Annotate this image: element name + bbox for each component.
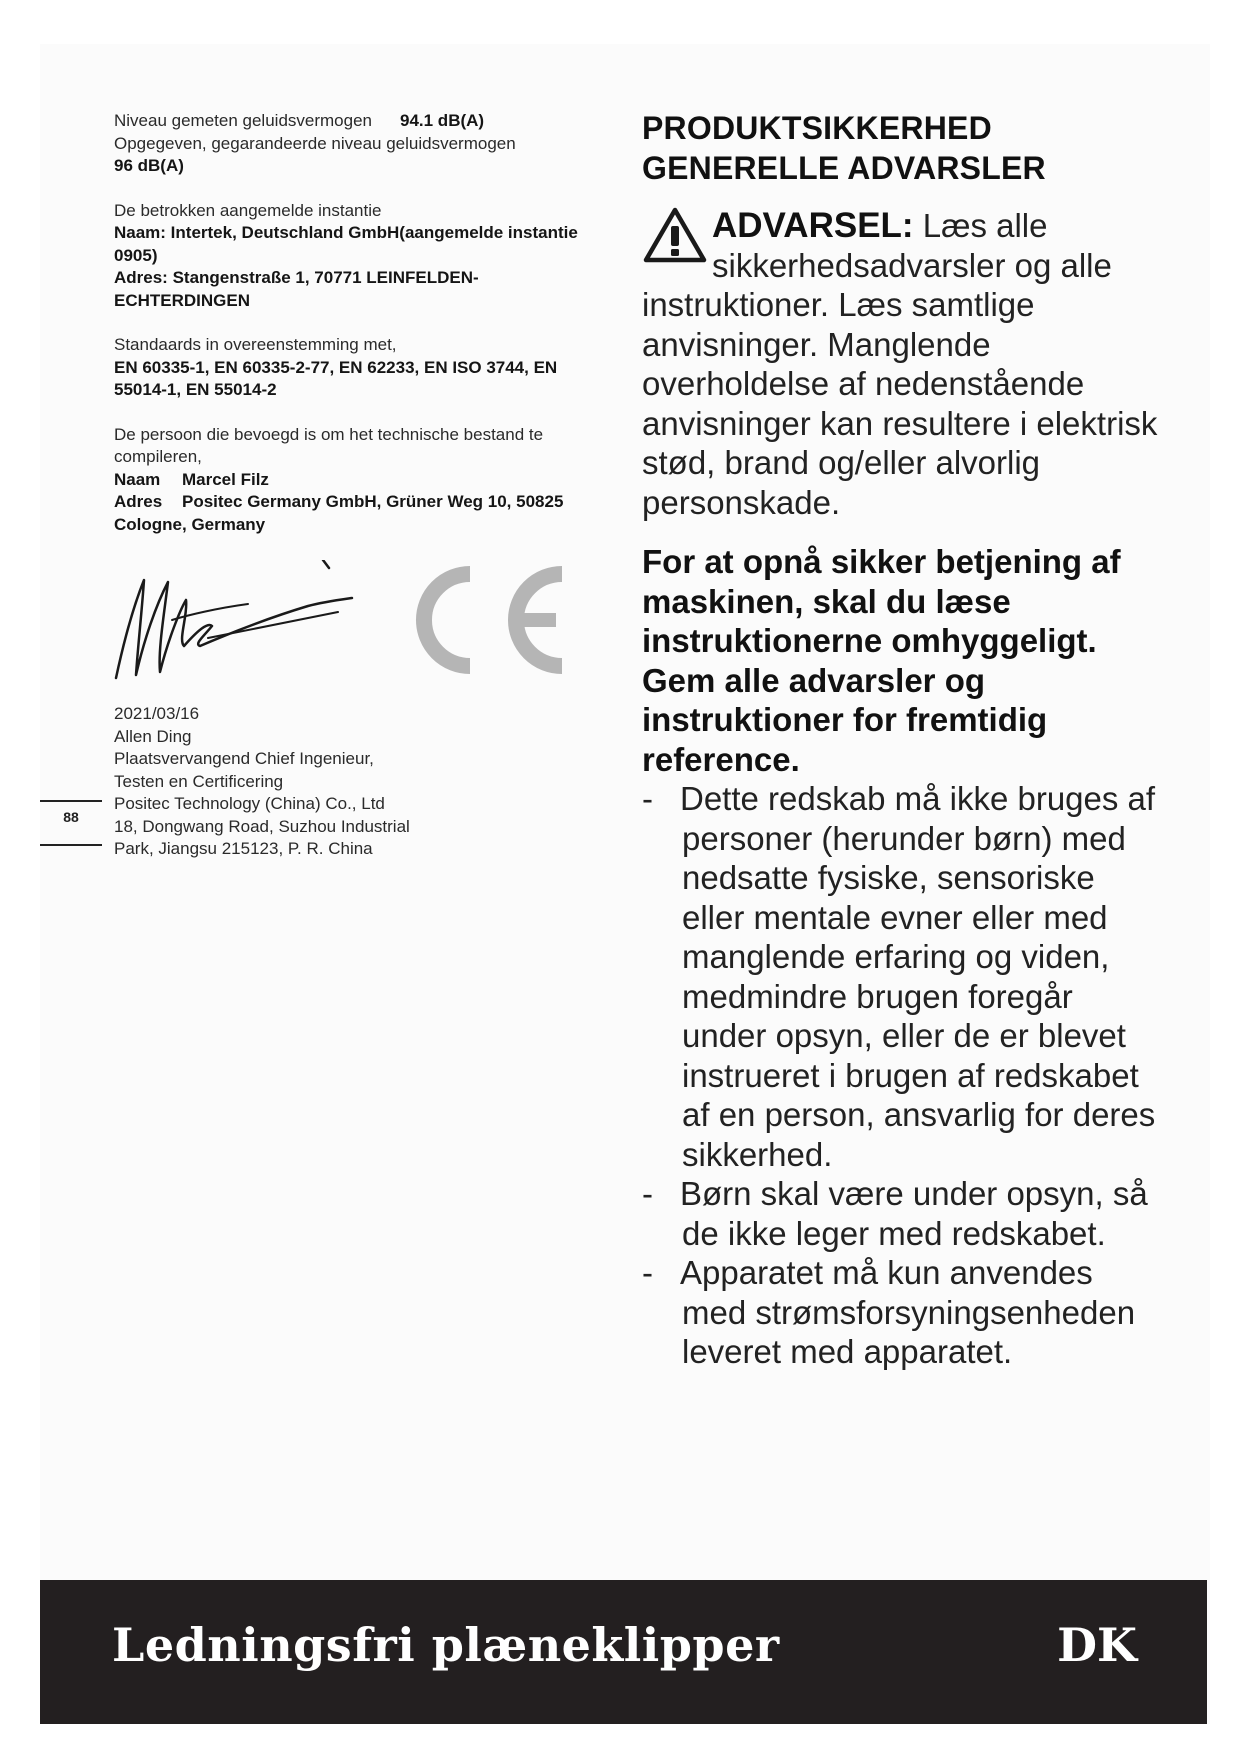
noise-block: [114, 110, 614, 178]
bullet-text: Apparatet må kun anvendes med strømsforsyningsenheden leveret med apparatet.: [680, 1254, 1136, 1370]
page-number: 88: [63, 809, 79, 825]
page-number-rule-top: [40, 800, 102, 802]
safety-column: [642, 108, 1162, 1372]
footer-title: Ledningsfri plæneklipper: [112, 1618, 780, 1672]
section-title: [642, 108, 1162, 188]
authorized-person-name-row: [114, 469, 614, 492]
safety-bullets: [642, 779, 1162, 1372]
list-item: [642, 779, 1162, 1174]
standards-list: EN 60335-1, EN 60335-2-77, EN 62233, EN ISO 3744, EN 55014-1, EN 55014-2: [114, 357, 558, 399]
notified-body-block: [114, 200, 614, 313]
signature-image: [108, 560, 368, 690]
authorized-person-address-row: [114, 491, 614, 536]
bullet-dash: -: [642, 1254, 653, 1291]
declaration-column: [114, 110, 614, 558]
noise-measured-value: 94.1 dB(A): [400, 111, 485, 130]
list-item: [642, 1174, 1162, 1253]
company-address-2: Park, Jiangsu 215123, P. R. China: [114, 839, 373, 858]
person-name-key: Naam: [114, 469, 161, 489]
notified-body-address: Adres: Stangenstraße 1, 70771 LEINFELDEN-ECHTERDINGEN: [114, 268, 479, 310]
bullet-text: Dette redskab må ikke bruges af personer (herunder børn) med nedsatte fysiske, sensoriske eller mentale evner eller med manglende erfaring og viden, medmindre brugen foregår under opsyn, eller de er blevet instrueret i brugen af redskabet af en person, ansvarlig for deres sikkerhed.: [680, 780, 1156, 1173]
warning-label: ADVARSEL:: [712, 206, 914, 245]
declaration-date: 2021/03/16: [114, 704, 200, 723]
signer-name: Allen Ding: [114, 726, 192, 746]
list-item: [642, 1253, 1162, 1372]
section-title-line-2: GENERELLE ADVARSLER: [642, 150, 1046, 186]
ce-mark: [400, 560, 570, 680]
warning-text-1: Læs alle: [913, 207, 1048, 244]
noise-measured-row: [114, 110, 614, 133]
warning-text-2: sikkerhedsadvarsler og alle: [712, 246, 1112, 284]
company-name: Positec Technology (China) Co., Ltd: [114, 794, 385, 813]
standards-block: [114, 334, 614, 402]
warning-triangle-icon: [642, 206, 708, 264]
signer-role-2: Testen en Certificering: [114, 771, 284, 791]
bold-notice: For at opnå sikker betjening af maskinen, skal du læse instruktionerne omhyggeligt. Gem alle advarsler og instruktioner for fremtidig reference.: [642, 543, 1121, 778]
footer-language-code: DK: [1057, 1618, 1137, 1672]
notified-body-intro: De betrokken aangemelde instantie: [114, 200, 382, 220]
bullet-dash: -: [642, 780, 653, 817]
page-number-rule-bottom: [40, 844, 102, 846]
section-title-line-1: PRODUKTSIKKERHED: [642, 110, 992, 146]
warning-first-line: [642, 206, 1162, 246]
person-name-value: Marcel Filz: [182, 469, 269, 489]
company-address-1: 18, Dongwang Road, Suzhou Industrial: [114, 816, 410, 836]
noise-guaranteed-label: Opgegeven, gegarandeerde niveau geluidsvermogen: [114, 133, 516, 153]
signatory-block: [114, 703, 534, 861]
authorized-person-intro: De persoon die bevoegd is om het technische bestand te compileren,: [114, 424, 544, 466]
warning-paragraph: [642, 206, 1162, 522]
person-address-key: Adres: [114, 492, 163, 511]
noise-measured-label: Niveau gemeten geluidsvermogen: [114, 111, 372, 130]
signer-role-1: Plaatsvervangend Chief Ingenieur,: [114, 749, 374, 768]
notified-body-name: Naam: Intertek, Deutschland GmbH(aangemelde instantie 0905): [114, 223, 578, 265]
bullet-text: Børn skal være under opsyn, så de ikke leger med redskabet.: [680, 1175, 1148, 1252]
authorized-person-block: [114, 424, 614, 537]
footer-bar: [40, 1580, 1207, 1724]
standards-intro: Standaards in overeenstemming met,: [114, 335, 397, 354]
warning-text-3: instruktioner. Læs samtlige anvisninger. Manglende overholdelse af nedenstående anvisninger kan resultere i elektrisk stød, brand og/eller alvorlig personskade.: [642, 286, 1158, 521]
noise-guaranteed-value: 96 dB(A): [114, 156, 184, 175]
person-address-value: Positec Germany GmbH, Grüner Weg 10, 50825 Cologne, Germany: [114, 492, 564, 534]
bullet-dash: -: [642, 1175, 653, 1212]
